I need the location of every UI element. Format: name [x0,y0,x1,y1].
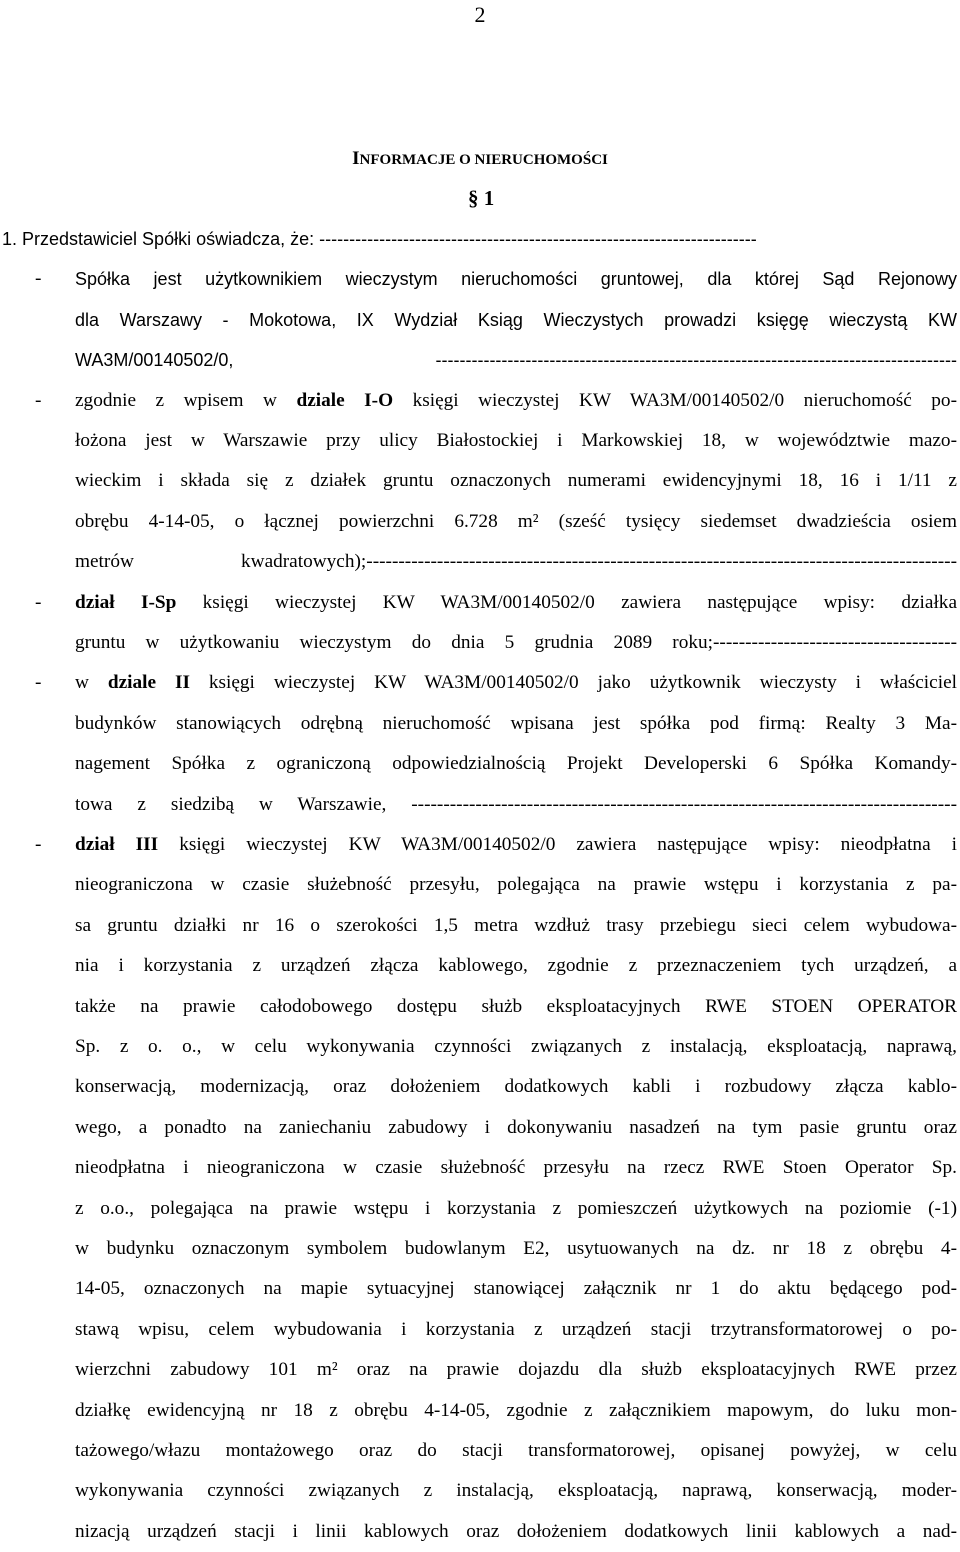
text-line [0,1108,960,1148]
text-line [0,381,960,421]
text-line [0,259,960,299]
text-line [0,461,960,501]
line-text: 14-05, oznaczonych na mapie sytuacyjnej stanowiącej załącznik nr 1 do aktu będącego pod- [75,1278,957,1300]
line-text: z o.o., polegająca na prawie wstępu i korzystania z pomieszczeń użytkowych na poziomie (-1) [75,1197,957,1219]
text-line [0,785,960,825]
text-line [0,623,960,663]
text-line [0,542,960,582]
text-line [0,1027,960,1067]
text-line [0,1471,960,1511]
list-dash: - [35,672,42,694]
line-text: wierzchni zabudowy 101 m² oraz na prawie dojazdu dla służb eksploatacyjnych RWE przez [75,1359,957,1381]
page-number: 2 [474,2,486,27]
line-text: dla Warszawy - Mokotowa, IX Wydział Ksiąg Wieczystych prowadzi księgę wieczystą KW [75,309,957,330]
text-line [0,300,960,340]
line-text: nia i korzystania z urządzeń złącza kablowego, zgodnie z przeznaczeniem tych urządzeń, a [75,955,957,977]
text-line [0,421,960,461]
text-line [0,1148,960,1188]
text-line [0,946,960,986]
text-line [0,1431,960,1471]
line-text: nagement Spółka z ograniczoną odpowiedzialnością Projekt Developerski 6 Spółka Komandy- [75,753,957,775]
text-line [0,1310,960,1350]
list-dash: - [35,834,42,855]
text-line [0,704,960,744]
text-line [0,744,960,784]
line-text: nieograniczona w czasie służebność przesyłu, polegająca na prawie wstępu i korzystania z pa- [75,874,957,896]
text-line [0,906,960,946]
line-text: zgodnie z wpisem w dziale I-O księgi wieczystej KW WA3M/00140502/0 nieruchomość po- [75,389,957,411]
line-text: obrębu 4-14-05, o łącznej powierzchni 6.728 m² (sześć tysięcy siedemset dwadzieścia osiem [75,510,957,532]
line-text: dział I-Sp księgi wieczystej KW WA3M/00140502/0 zawiera następujące wpisy: działka [75,591,957,613]
line-text: nieodpłatna i nieograniczona w czasie służebność przesyłu na rzecz RWE Stoen Operator Sp. [75,1157,957,1179]
line-text: łożona jest w Warszawie przy ulicy Białostockiej i Markowskiej 18, w województwie mazo- [75,430,957,451]
line-text: tażowego/włazu montażowego oraz do stacji transformatorowej, opisanej powyżej, w celu [75,1440,957,1461]
line-text: metrów kwadratowych);-------------------------------------------------------------------------------------------- [75,551,957,573]
section-mark: § 1 [468,186,495,210]
line-text: w dziale II księgi wieczystej KW WA3M/00140502/0 jako użytkownik wieczysty i właściciel [75,672,957,694]
bold-term: dział III [75,834,159,855]
title-initial: I [352,148,360,169]
line-text: towa z siedzibą w Warszawie, ------------------------------------------------------------------------------------- [75,793,957,815]
numbered-line: 1. Przedstawiciel Spółki oświadcza, że: ------------------------------------------------------------------------- [2,229,757,249]
text-line [0,825,960,865]
line-text: działkę ewidencyjną nr 18 z obrębu 4-14-05, zgodnie z załącznikiem mapowym, do luku mon- [75,1399,957,1421]
text-line [0,1391,960,1431]
line-text: sa gruntu działki nr 16 o szerokości 1,5 metra wzdłuż trasy przebiegu sieci celem wybudowa- [75,914,957,936]
line-text: także na prawie całodobowego dostępu służb eksploatacyjnych RWE STOEN OPERATOR [75,995,957,1017]
line-text: wieckim i składa się z działek gruntu oznaczonych numerami ewidencyjnymi 18, 16 i 1/11 z [75,470,957,492]
line-text: nizacją urządzeń stacji i linii kablowych oraz dołożeniem dodatkowych linii kablowych a nad- [75,1520,957,1542]
line-text: dział III księgi wieczystej KW WA3M/00140502/0 zawiera następujące wpisy: nieodpłatna i [75,834,957,855]
title-rest: NFORMACJE O NIERUCHOMOŚCI [359,152,608,168]
list-dash: - [35,389,42,411]
text-line [0,865,960,905]
text-line [0,1189,960,1229]
bold-term: dziale I-O [296,389,394,411]
text-line [0,1269,960,1309]
line-text: stawą wpisu, celem wybudowania i korzystania z urządzeń stacji trzytransformatorowej o po- [75,1318,957,1340]
text-line [0,663,960,703]
line-text: gruntu w użytkowaniu wieczystym do dnia 5 grudnia 2089 roku;-------------------------------------- [75,632,957,653]
list-dash: - [35,268,42,290]
document-title [0,148,960,170]
line-text: Sp. z o. o., w celu wykonywania czynności związanych z instalacją, eksploatacją, naprawą, [75,1036,957,1057]
line-text: Spółka jest użytkownikiem wieczystym nieruchomości gruntowej, dla której Sąd Rejonowy [75,269,957,290]
bold-term: dziale II [107,672,190,694]
text-line [0,583,960,623]
line-text: konserwacją, modernizacją, oraz dołożeniem dodatkowych kabli i rozbudowy złącza kablo- [75,1076,957,1098]
list-dash: - [35,591,42,613]
line-text: w budynku oznaczonym symbolem budowlanym E2, usytuowanych na dz. nr 18 z obrębu 4- [75,1238,957,1259]
line-text: budynków stanowiących odrębną nieruchomość wpisana jest spółka pod firmą: Realty 3 Ma- [75,712,957,734]
text-line [0,340,960,380]
line-text: wego, a ponadto na zaniechaniu zabudowy i dokonywaniu nasadzeń na tym pasie gruntu oraz [75,1116,957,1138]
text-line [0,1067,960,1107]
text-line [0,987,960,1027]
text-line [0,1229,960,1269]
line-text: WA3M/00140502/0, --------------------------------------------------------------------------------------- [75,350,957,371]
text-line [0,502,960,542]
text-line [0,1512,960,1552]
text-line [0,219,960,259]
text-line [0,1350,960,1390]
line-text: wykonywania czynności związanych z instalacją, eksploatacją, naprawą, konserwacją, moder- [75,1480,957,1502]
bold-term: dział I-Sp [75,591,177,613]
